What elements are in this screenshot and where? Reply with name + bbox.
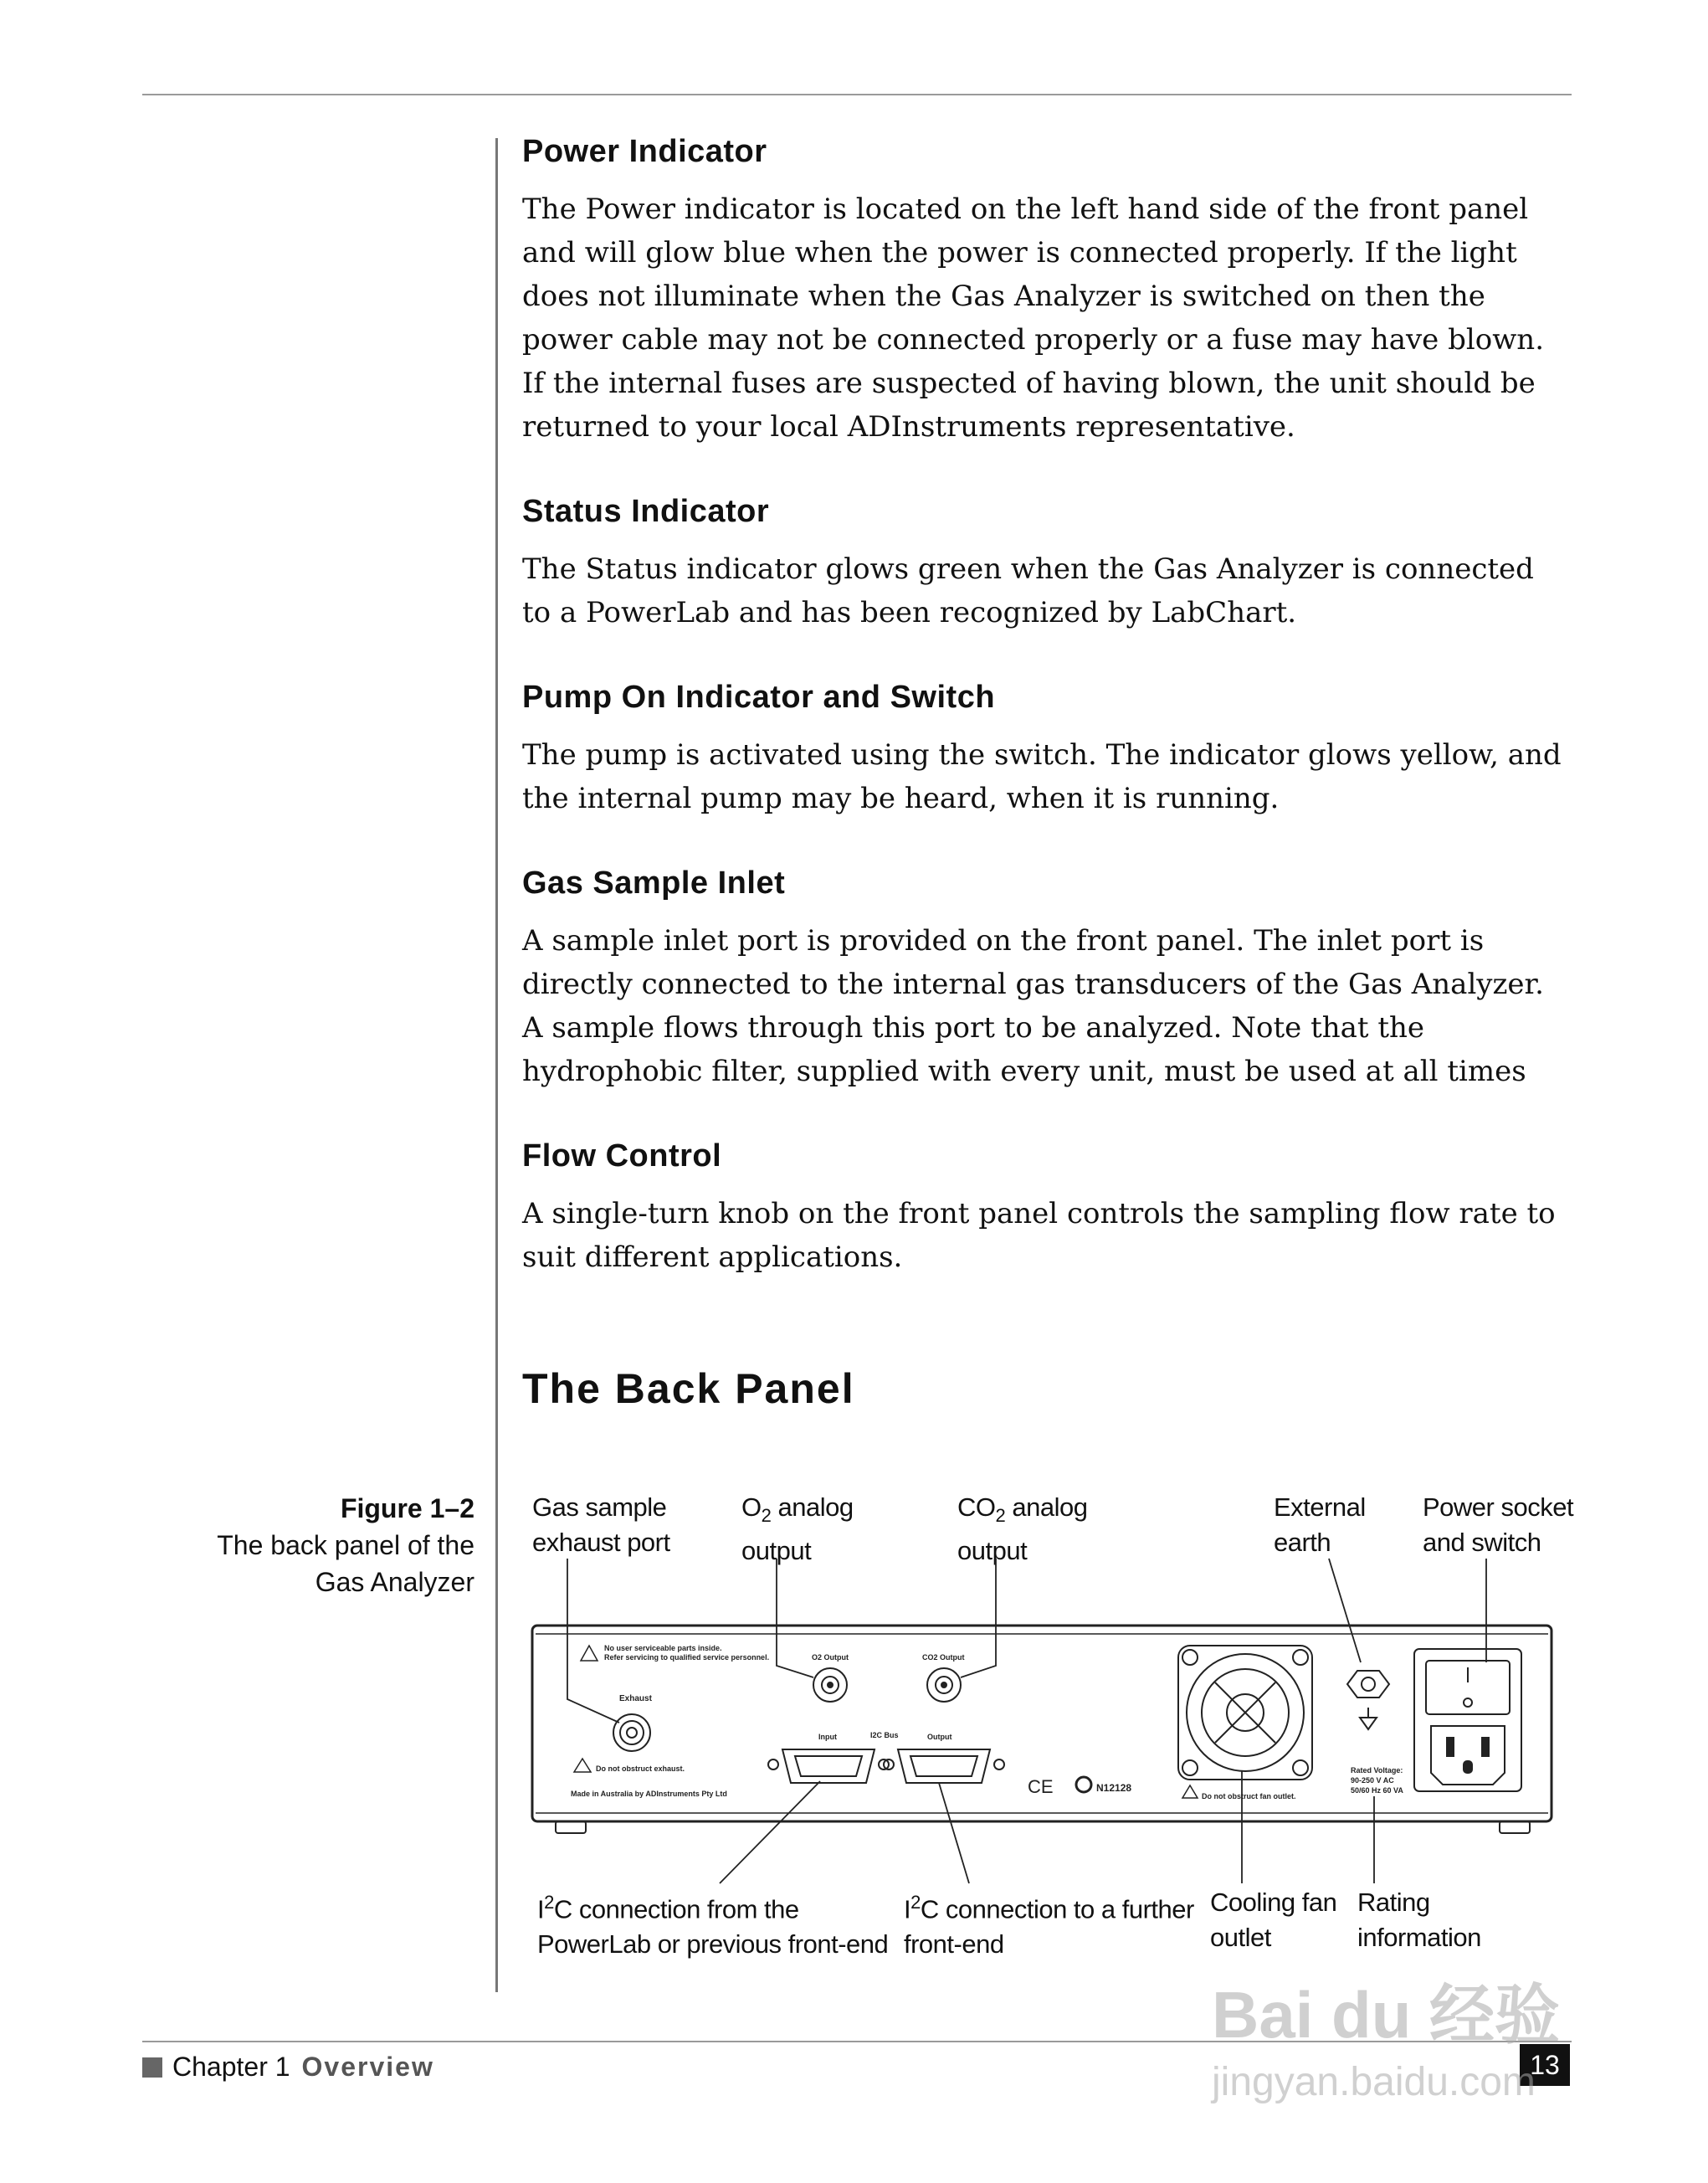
earth-terminal [1347,1671,1389,1698]
leader-earth [1329,1559,1361,1662]
panel-warning-line1: No user serviceable parts inside. [604,1644,722,1652]
page-number: 13 [1520,2044,1570,2086]
callout-external-earth: External earth [1274,1492,1366,1557]
callout-co2-output: $CO_2$ analog output [957,1492,1088,1566]
panel-made-in: Made in Australia by ADInstruments Pty Ltd [571,1790,727,1798]
panel-no-obstruct-exhaust: Do not obstruct exhaust. [596,1764,685,1773]
panel-co2-output-label: CO2 Output [922,1653,965,1662]
leader-i2c-from [720,1781,820,1883]
footer-title: Overview [301,2052,434,2082]
callout-i2c-from: $I^2C$ connection from the PowerLab or previous front-end [537,1892,889,1960]
leader-co2 [961,1559,996,1677]
watermark-logo: Bai du 经验 [1212,1978,1561,2052]
footer-chapter: Chapter 1 [172,2052,290,2082]
panel-output-label: Output [927,1733,952,1741]
panel-warning-line2: Refer servicing to qualified service personnel. [604,1653,770,1662]
heading-flow-control: Flow Control [522,1138,722,1174]
leader-o2 [777,1559,813,1677]
heading-power-indicator: Power Indicator [522,134,767,169]
panel-voltage: 90-250 V AC [1351,1776,1394,1785]
callout-cooling-fan: Cooling fan outlet [1210,1888,1337,1952]
exhaust-port [613,1714,650,1751]
callout-rating: Rating information [1357,1888,1481,1952]
panel-o2-output-label: O2 Output [812,1653,849,1662]
callout-power-socket: Power socket and switch [1423,1492,1574,1557]
heading-gas-sample-inlet: Gas Sample Inlet [522,865,786,901]
panel-input-label: Input [818,1733,837,1741]
back-panel-title: The Back Panel [522,1365,855,1412]
i2c-input-connector [782,1749,875,1783]
callout-o2-output: $O_2$ analog output [741,1492,854,1566]
leader-exhaust [567,1559,619,1723]
callout-exhaust: Gas sample exhaust port [532,1492,670,1557]
foot-right [1500,1821,1530,1833]
panel-rated-voltage: Rated Voltage: [1351,1766,1403,1775]
panel-ce-mark: CE [1028,1776,1054,1797]
figure-caption-line1: The back panel of the [217,1530,474,1560]
body-flow-control: A single-turn knob on the front panel controls the sampling flow rate to suit different applications. [522,1197,1556,1274]
i2c-output-connector [898,1749,990,1783]
footer [142,2052,434,2083]
callout-i2c-to: $I^2C$ connection to a further front-end [904,1892,1194,1960]
watermark-url: jingyan.baidu.com [1212,2060,1536,2104]
body-power-indicator: The Power indicator is located on the left hand side of the front panel and will glow blue when the power is connected properly. If the light does not illuminate when the Gas Analyzer is switched on then the power cable may not be connected properly or a fuse may have blown. If the internal fuses are suspected of having blown, the unit should be returned to your local ADInstruments representative. [522,193,1545,444]
panel-i2c-bus-label: I2C Bus [870,1731,899,1739]
figure-caption-line2: Gas Analyzer [315,1567,474,1597]
foot-left [556,1821,586,1833]
body-status-indicator: The Status indicator glows green when the Gas Analyzer is connected to a PowerLab and has been recognized by LabChart. [522,552,1534,629]
figure-number: Figure 1–2 [340,1493,474,1523]
panel-n-number: N12128 [1096,1782,1132,1794]
power-socket [1431,1726,1505,1785]
leader-i2c-to [939,1783,969,1883]
heading-pump-on: Pump On Indicator and Switch [522,680,996,715]
panel-freq-power: 50/60 Hz 60 VA [1351,1786,1403,1795]
panel-exhaust-label: Exhaust [619,1694,652,1703]
footer-square-icon [142,2057,162,2078]
heading-status-indicator: Status Indicator [522,494,770,529]
body-pump-on: The pump is activated using the switch. The indicator glows yellow, and the internal pump may be heard, when it is running. [522,738,1562,815]
panel-no-obstruct-fan: Do not obstruct fan outlet. [1202,1792,1296,1800]
body-gas-sample-inlet: A sample inlet port is provided on the front panel. The inlet port is directly connected to the internal gas transducers of the Gas Analyzer. A sample flows through this port to be analyzed. Note that the hydrophobic filter, supplied with every unit, must be used at all times [522,924,1544,1088]
